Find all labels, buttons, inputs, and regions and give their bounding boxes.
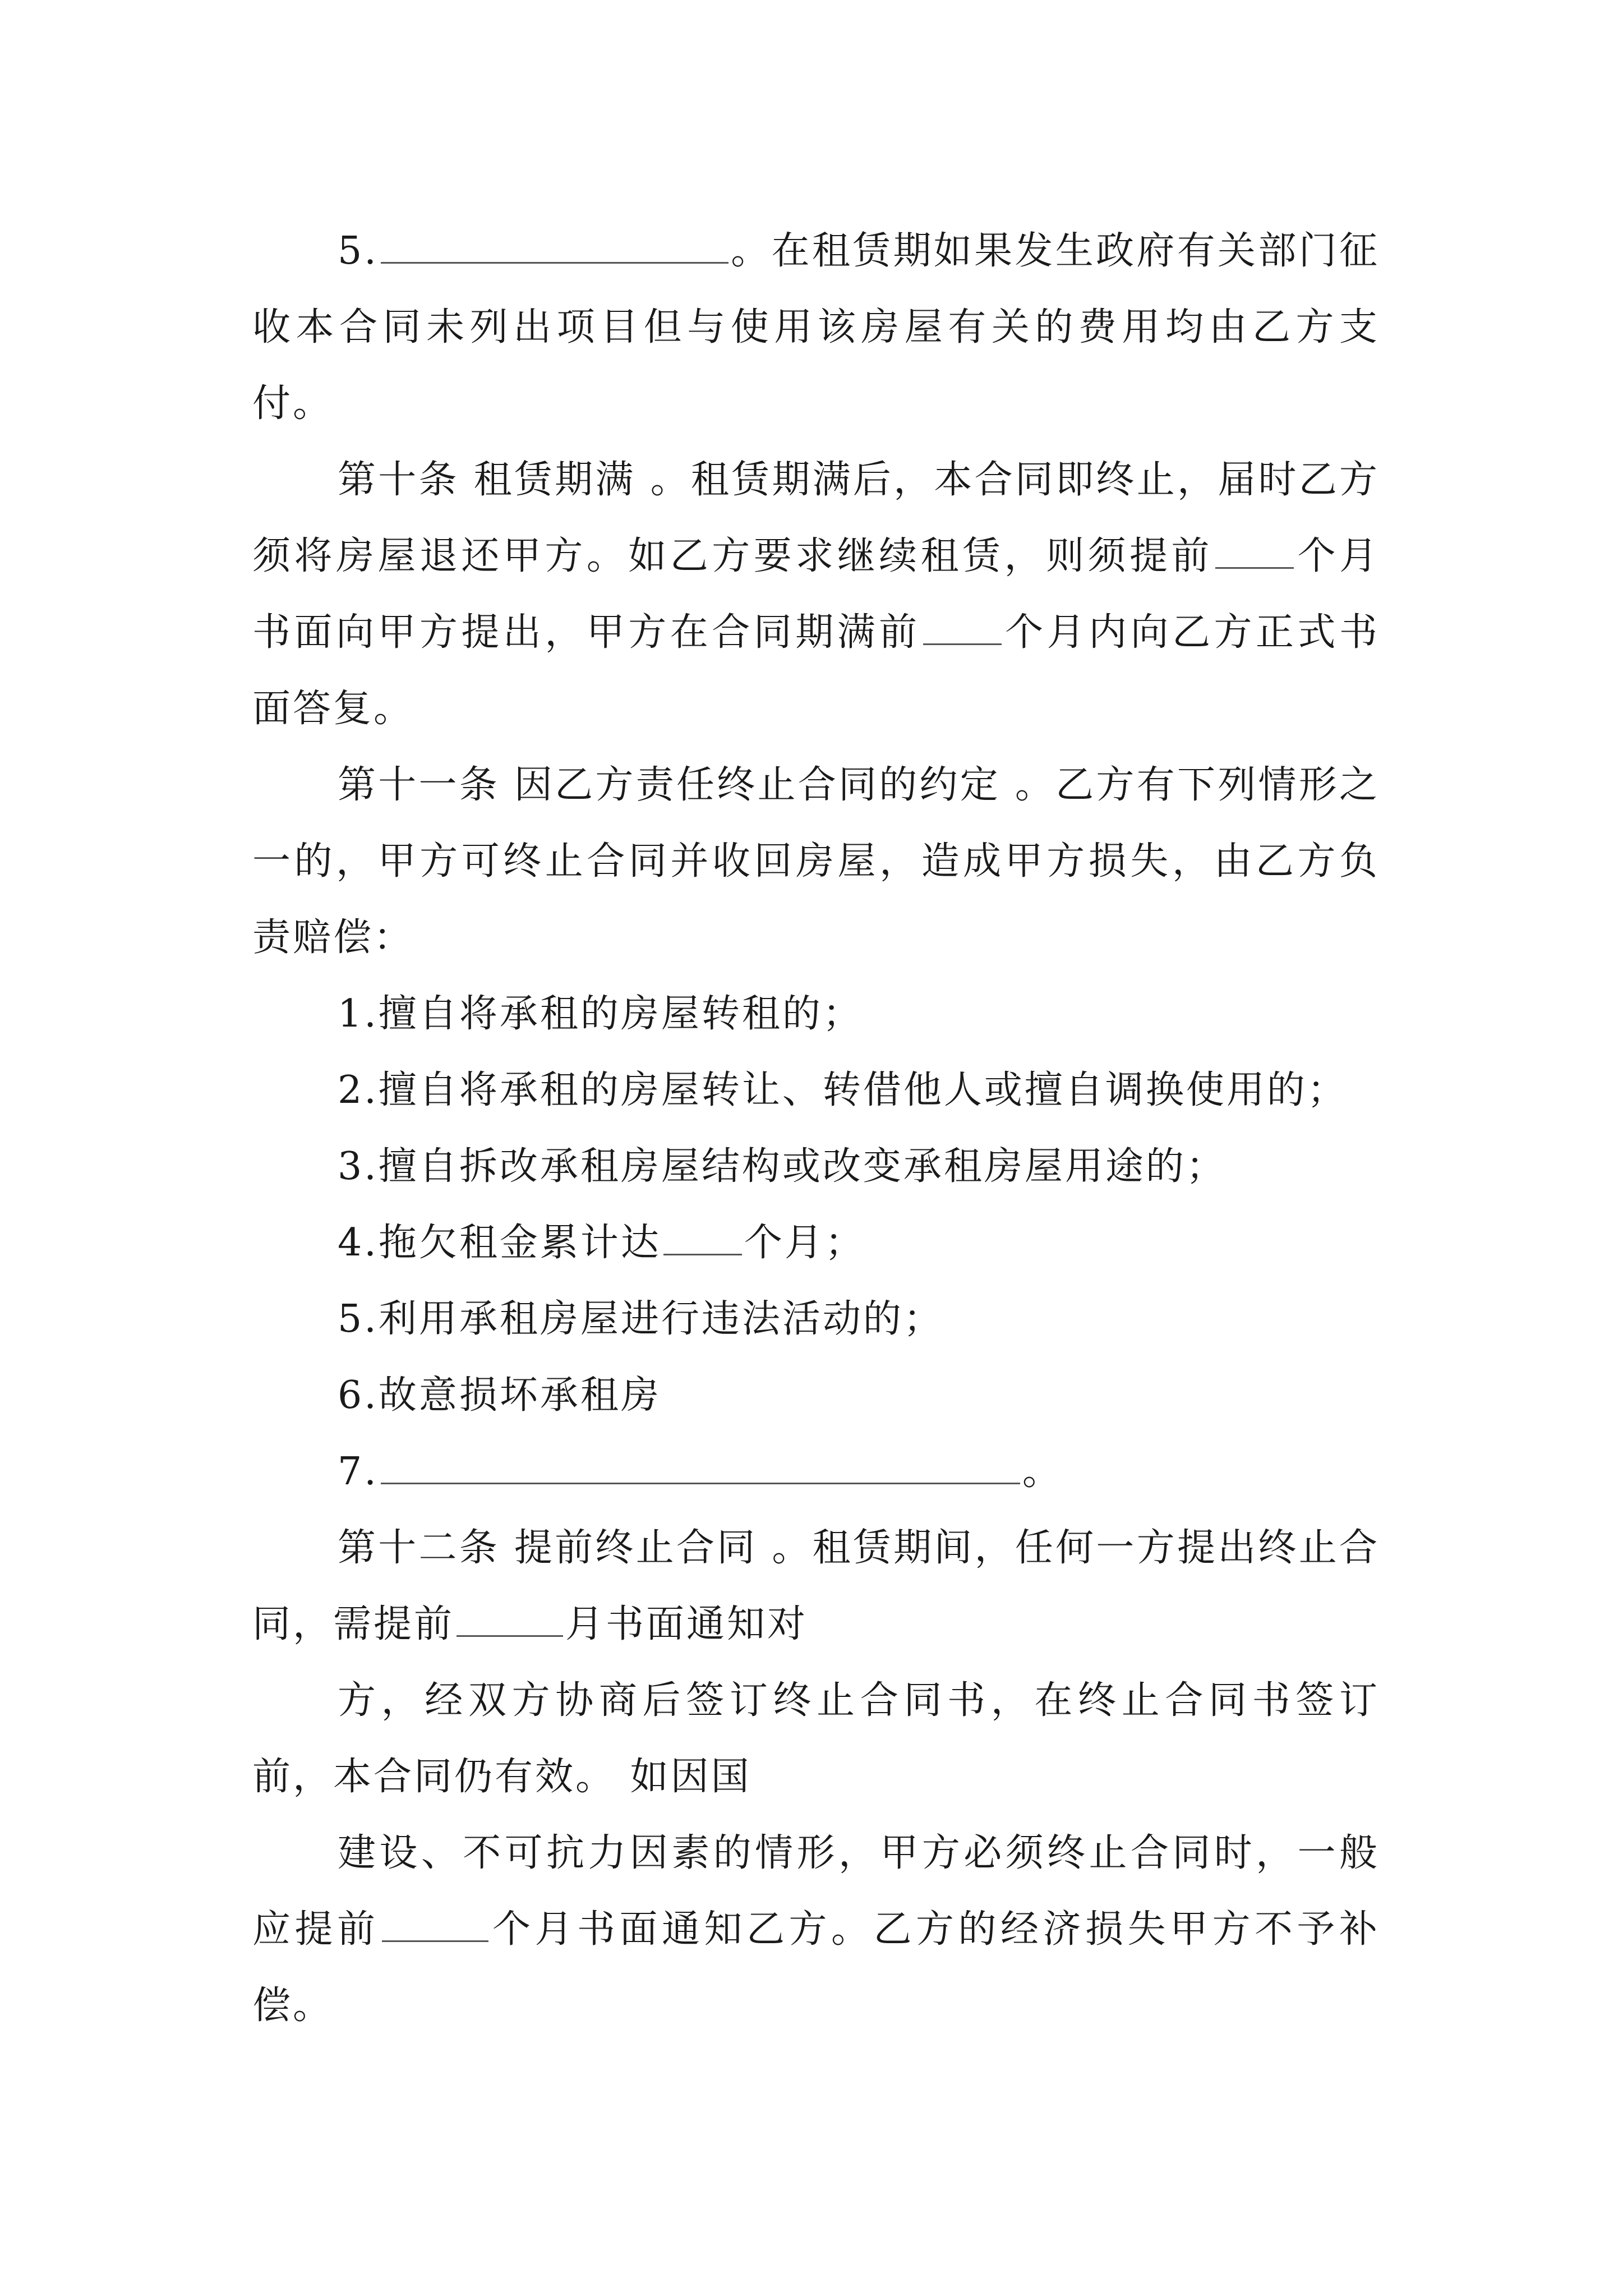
item-number: 5.	[338, 229, 379, 273]
list-item: 1.擅自将承租的房屋转租的；	[338, 992, 863, 1036]
paragraph-text: 。在租赁期如果发生政府有关部门征收本合同未列出项目但与使用该房屋有关的费用均由乙方支付。	[252, 229, 1380, 426]
list-item	[252, 1434, 1380, 1510]
list-item	[252, 1205, 1380, 1281]
paragraph: 方，经双方协商后签订终止合同书，在终止合同书签订前，本合同仍有效。 如因国	[252, 1678, 1380, 1799]
paragraph-text: 。	[1022, 1450, 1063, 1494]
paragraph-text: 月书面通知对	[565, 1602, 808, 1646]
paragraph-text: 4.拖欠租金累计达	[338, 1221, 661, 1265]
paragraph-text: 个月；	[744, 1221, 865, 1265]
paragraph-text: 建设、不可抗力因素的情形，甲方必须终止合同时，一般应提前	[252, 1831, 1380, 1952]
paragraph-text: 个月书面通知乙方。乙方的经济损失甲方不予补偿。	[252, 1907, 1380, 2028]
paragraph-text: 第十条 租赁期满 。租赁期满后，本合同即终止，届时乙方须将房屋退还甲方。如乙方要求继续租赁，则须提前	[252, 458, 1380, 578]
document-page	[252, 213, 1380, 2044]
fill-in-blank	[381, 228, 728, 264]
list-item: 6.故意损坏承租房	[338, 1373, 661, 1418]
article-10-lease-expiry	[252, 442, 1380, 747]
article-11-termination: 第十一条 因乙方责任终止合同的约定 。乙方有下列情形之一的，甲方可终止合同并收回房屋，造成甲方损失，由乙方负责赔偿：	[252, 763, 1380, 960]
fill-in-blank	[663, 1220, 742, 1255]
paragraph	[252, 1815, 1380, 2044]
fill-in-blank	[457, 1602, 563, 1637]
list-item: 5.利用承租房屋进行违法活动的；	[338, 1297, 944, 1341]
list-item: 3.擅自拆改承租房屋结构或改变承租房屋用途的；	[338, 1144, 1227, 1189]
item-number: 7.	[338, 1450, 379, 1494]
fill-in-blank	[382, 1907, 488, 1942]
clause-5-fees	[252, 213, 1380, 442]
fill-in-blank	[923, 610, 1002, 645]
paragraph-text: 个月内向乙方正式书面答复。	[252, 610, 1380, 731]
article-12-early-termination	[252, 1510, 1380, 1663]
fill-in-blank	[1215, 533, 1294, 569]
fill-in-blank	[381, 1449, 1020, 1484]
list-item: 2.擅自将承租的房屋转让、转借他人或擅自调换使用的；	[338, 1068, 1348, 1112]
paragraph-text: 第十二条 提前终止合同 。租赁期间，任何一方提出终止合同，需提前	[252, 1526, 1380, 1646]
paragraph-text: 个月书面向甲方提出，甲方在合同期满前	[252, 534, 1380, 655]
